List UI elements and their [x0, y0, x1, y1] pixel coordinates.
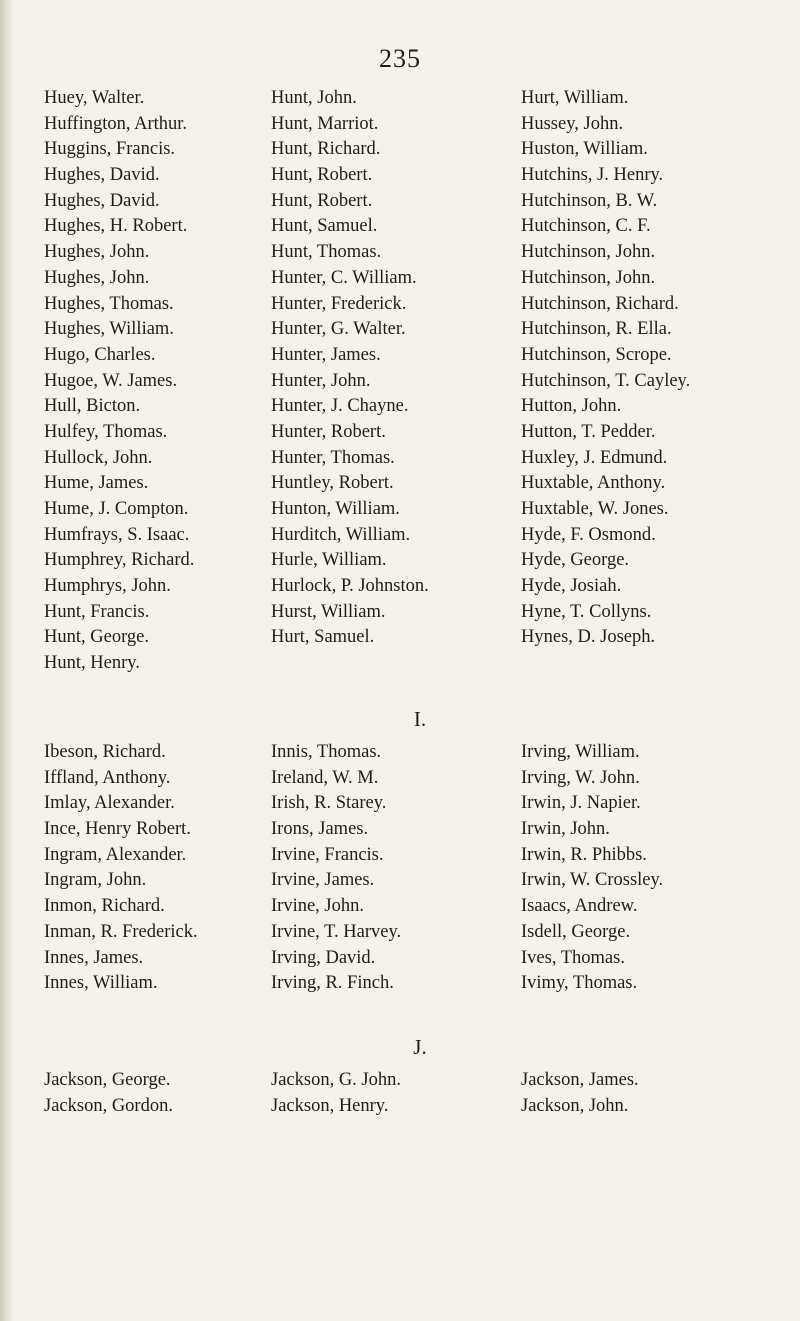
name-column-1 — [44, 1068, 173, 1119]
name-entry: Irwin, John. — [521, 819, 610, 840]
name-entry: Hunt, Thomas. — [271, 242, 382, 263]
name-entry: Ives, Thomas. — [521, 947, 625, 968]
name-column-2 — [271, 86, 429, 651]
name-entry: Hutchinson, John. — [521, 267, 656, 288]
section-heading: J. — [413, 1035, 427, 1059]
name-entry: Ingram, Alexander. — [44, 844, 187, 865]
name-entry: Huxley, J. Edmund. — [521, 447, 668, 468]
name-entry: Huxtable, W. Jones. — [521, 499, 669, 519]
name-entry: Hutchinson, John. — [521, 242, 656, 263]
name-entry: Innis, Thomas. — [271, 742, 382, 762]
name-entry: Hunt, John. — [271, 88, 357, 108]
name-entry: Irons, James. — [271, 819, 369, 840]
name-entry: Hullock, John. — [44, 447, 153, 468]
name-entry: Hunter, Thomas. — [271, 447, 395, 468]
section-j — [0, 1031, 800, 1116]
section-heading: I. — [413, 707, 427, 731]
name-entry: Hutchinson, T. Cayley. — [521, 370, 691, 391]
name-entry: Hughes, John. — [44, 242, 150, 263]
page-gutter-shadow — [0, 0, 14, 1321]
name-entry: Hughes, Thomas. — [44, 293, 174, 314]
name-entry: Hyde, F. Osmond. — [521, 524, 656, 545]
name-entry: Hurle, William. — [271, 550, 387, 571]
name-entry: Hutton, T. Pedder. — [521, 421, 656, 442]
name-entry: Hunt, Francis. — [44, 601, 150, 622]
name-entry: Hunter, John. — [271, 370, 371, 391]
name-entry: Hulfey, Thomas. — [44, 421, 168, 442]
name-entry: Hull, Bicton. — [44, 396, 141, 417]
name-column-3 — [521, 740, 663, 997]
name-entry: Huston, William. — [521, 139, 648, 160]
name-entry: Hunter, C. William. — [271, 267, 417, 288]
name-entry: Hutton, John. — [521, 396, 622, 417]
name-entry: Hurditch, William. — [271, 524, 411, 545]
name-entry: Hughes, William. — [44, 319, 174, 340]
name-entry: Huggins, Francis. — [44, 139, 176, 160]
name-entry: Innes, William. — [44, 973, 158, 994]
name-entry: Jackson, Henry. — [271, 1095, 389, 1116]
name-entry: Ibeson, Richard. — [44, 742, 166, 762]
name-entry: Huntley, Robert. — [271, 473, 394, 494]
name-column-3 — [521, 1068, 639, 1119]
name-entry: Irving, David. — [271, 947, 376, 968]
name-entry: Ireland, W. M. — [271, 767, 379, 788]
name-entry: Irving, William. — [521, 742, 640, 762]
name-entry: Irwin, J. Napier. — [521, 793, 641, 814]
name-entry: Isdell, George. — [521, 921, 631, 942]
name-column-1 — [44, 86, 194, 677]
name-entry: Hyde, Josiah. — [521, 576, 622, 597]
name-entry: Hunt, Henry. — [44, 653, 140, 674]
name-entry: Huffington, Arthur. — [44, 113, 188, 134]
name-entry: Hughes, David. — [44, 165, 160, 186]
name-entry: Hunt, Richard. — [271, 139, 381, 160]
name-entry: Hunton, William. — [271, 499, 400, 519]
name-entry: Hunt, Robert. — [271, 165, 373, 186]
name-entry: Hunt, Robert. — [271, 190, 373, 211]
page-number: 235 — [379, 44, 421, 73]
name-column-2 — [271, 1068, 401, 1119]
name-entry: Hurt, Samuel. — [271, 627, 375, 648]
name-entry: Irvine, T. Harvey. — [271, 921, 402, 942]
name-entry: Humphrys, John. — [44, 576, 171, 597]
name-entry: Hunter, James. — [271, 344, 381, 365]
name-entry: Hyde, George. — [521, 550, 630, 571]
name-entry: Iffland, Anthony. — [44, 767, 171, 788]
name-entry: Huey, Walter. — [44, 88, 145, 108]
name-entry: Ivimy, Thomas. — [521, 973, 638, 994]
name-entry: Hughes, H. Robert. — [44, 216, 188, 237]
name-column-1 — [44, 740, 198, 997]
name-entry: Ingram, John. — [44, 870, 147, 891]
name-entry: Hutchinson, Richard. — [521, 293, 679, 314]
name-entry: Jackson, G. John. — [271, 1070, 402, 1090]
name-entry: Hutchinson, Scrope. — [521, 344, 672, 365]
name-entry: Irvine, John. — [271, 896, 364, 917]
name-entry: Jackson, John. — [521, 1095, 629, 1116]
name-entry: Hussey, John. — [521, 113, 624, 134]
name-entry: Hunt, Samuel. — [271, 216, 378, 237]
name-entry: Hutchinson, B. W. — [521, 190, 658, 211]
name-entry: Irwin, W. Crossley. — [521, 870, 664, 891]
name-entry: Hutchinson, R. Ella. — [521, 319, 672, 340]
name-entry: Hunt, Marriot. — [271, 113, 379, 134]
name-entry: Hume, James. — [44, 473, 149, 494]
name-entry: Inman, R. Frederick. — [44, 921, 198, 942]
name-entry: Hunter, Frederick. — [271, 293, 407, 314]
section-i — [0, 703, 800, 994]
name-entry: Hughes, John. — [44, 267, 150, 288]
name-entry: Hunter, Robert. — [271, 421, 386, 442]
name-entry: Jackson, James. — [521, 1070, 639, 1090]
name-column-3 — [521, 86, 690, 651]
name-entry: Hyne, T. Collyns. — [521, 601, 652, 622]
name-entry: Hume, J. Compton. — [44, 499, 189, 519]
name-entry: Imlay, Alexander. — [44, 793, 175, 814]
name-entry: Humfrays, S. Isaac. — [44, 524, 190, 545]
name-entry: Hugoe, W. James. — [44, 370, 178, 391]
name-entry: Hunter, J. Chayne. — [271, 396, 409, 417]
name-entry: Irvine, James. — [271, 870, 375, 891]
name-entry: Humphrey, Richard. — [44, 550, 195, 571]
name-entry: Hunt, George. — [44, 627, 149, 648]
name-entry: Hurt, William. — [521, 88, 629, 108]
name-column-2 — [271, 740, 401, 997]
name-entry: Ince, Henry Robert. — [44, 819, 191, 840]
name-entry: Isaacs, Andrew. — [521, 896, 638, 917]
name-entry: Hurlock, P. Johnston. — [271, 576, 429, 597]
name-entry: Hurst, William. — [271, 601, 386, 622]
name-entry: Huxtable, Anthony. — [521, 473, 666, 494]
name-entry: Inmon, Richard. — [44, 896, 165, 917]
name-entry: Hutchinson, C. F. — [521, 216, 651, 237]
name-entry: Innes, James. — [44, 947, 144, 968]
name-entry: Irwin, R. Phibbs. — [521, 844, 647, 865]
name-entry: Irving, W. John. — [521, 767, 640, 788]
name-entry: Hughes, David. — [44, 190, 160, 211]
name-entry: Hynes, D. Joseph. — [521, 627, 656, 648]
name-entry: Irish, R. Starey. — [271, 793, 387, 814]
name-entry: Hugo, Charles. — [44, 344, 156, 365]
name-entry: Irvine, Francis. — [271, 844, 384, 865]
name-entry: Hunter, G. Walter. — [271, 319, 406, 340]
name-entry: Jackson, Gordon. — [44, 1095, 173, 1116]
name-entry: Jackson, George. — [44, 1070, 171, 1090]
name-entry: Irving, R. Finch. — [271, 973, 394, 994]
name-entry: Hutchins, J. Henry. — [521, 165, 664, 186]
